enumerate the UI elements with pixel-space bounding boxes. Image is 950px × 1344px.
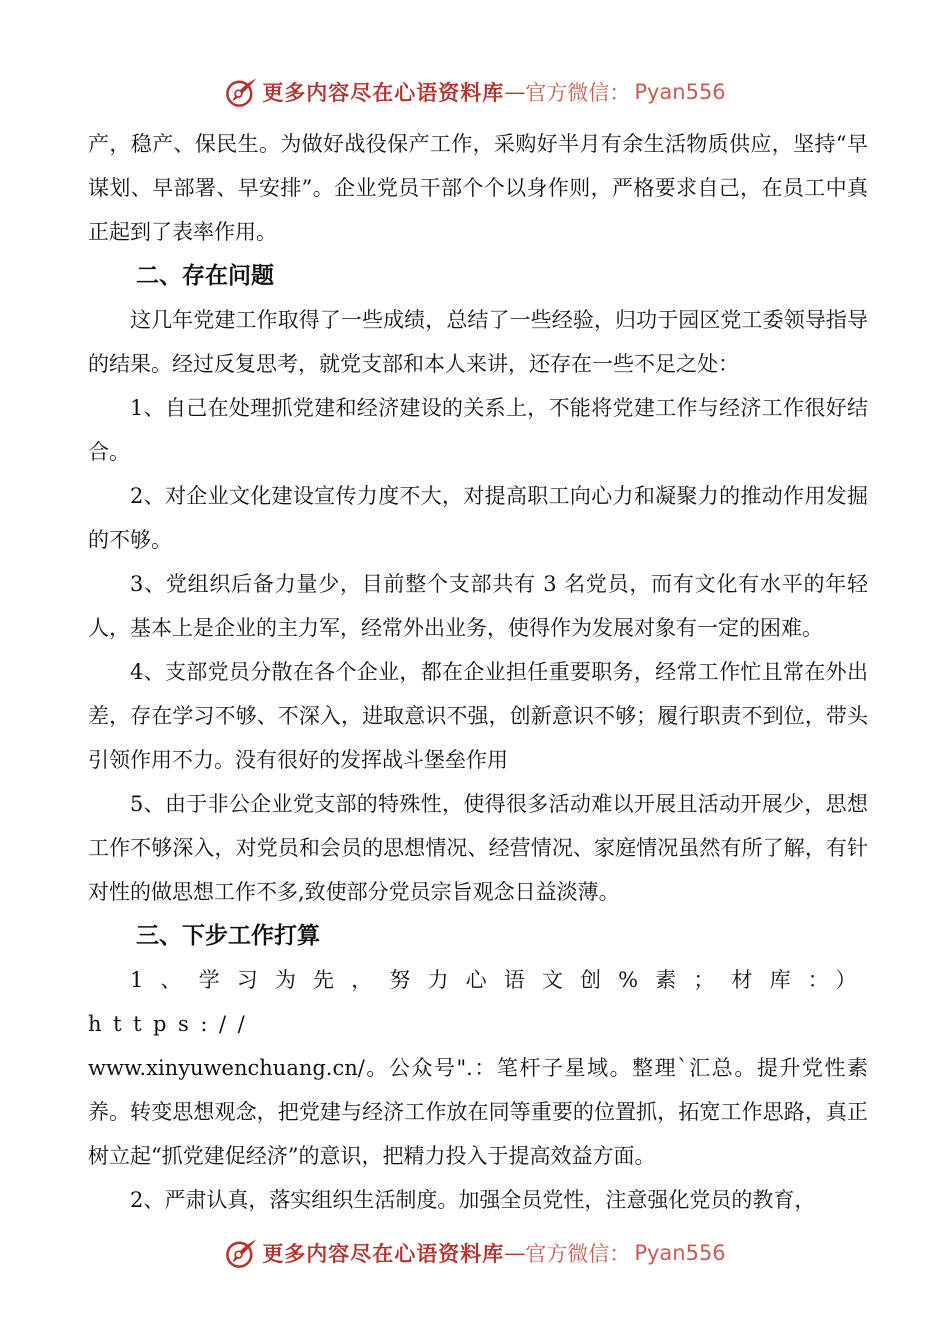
paragraph-item-4: 4、支部党员分散在各个企业，都在企业担任重要职务，经常工作忙且常在外出差，存在学习不够、不深入，进取意识不强，创新意识不够；履行职责不到位，带头引领作用不力。没有很好的发挥战斗堡垒作用: [88, 660, 868, 772]
banner-brand-text: 更多内容尽在心语资料库: [262, 1241, 505, 1266]
section-heading-problems: 二、存在问题: [136, 263, 274, 289]
footer-watermark-banner: [0, 1233, 950, 1273]
banner-wechat-id: Pyan556: [634, 1241, 726, 1265]
paragraph-item-1: 1、自己在处理抓党建和经济建设的关系上，不能将党建工作与经济工作很好结合。: [88, 396, 868, 464]
section-heading-next-steps: 三、下步工作打算: [136, 923, 320, 949]
banner-separator: —: [504, 80, 526, 104]
plan-1-rest: www.xinyuwenchuang.cn/。公众号".：笔杆子星域。整理`汇总。提升党性素养。转变思想观念，把党建与经济工作放在同等重要的位置抓，拓宽工作思路，真正树立起“抓党建促经济”的意识，把精力投入于提高效益方面。: [88, 1056, 868, 1168]
paragraph-intro: 这几年党建工作取得了一些成绩，总结了一些经验，归功于园区党工委领导指导的结果。经过反复思考，就党支部和本人来讲，还存在一些不足之处：: [88, 308, 868, 376]
paragraph-plan-1: [88, 958, 868, 1178]
paragraph-item-2: 2、对企业文化建设宣传力度不大，对提高职工向心力和凝聚力的推动作用发掘的不够。: [88, 484, 868, 552]
banner-wechat-label: 官方微信：: [525, 1242, 631, 1266]
quill-logo-icon: [224, 75, 258, 109]
header-watermark-banner: [0, 72, 950, 112]
banner-wechat-label: 官方微信：: [525, 81, 631, 105]
banner-separator: —: [504, 1241, 526, 1265]
quill-logo-icon: [224, 1236, 258, 1270]
banner-brand-text: 更多内容尽在心语资料库: [262, 80, 505, 105]
paragraph-continuation: 产，稳产、保民生。为做好战役保产工作，采购好半月有余生活物质供应，坚持“早谋划、早部署、早安排”。企业党员干部个个以身作则，严格要求自己，在员工中真正起到了表率作用。: [88, 132, 868, 244]
paragraph-plan-2: 2、严肃认真，落实组织生活制度。加强全员党性，注意强化党员的教育，: [130, 1188, 816, 1212]
plan-1-first-line: 1、学习为先，努力心语文创%素；材库：）https://: [88, 968, 868, 1036]
paragraph-item-5: 5、由于非公企业党支部的特殊性，使得很多活动难以开展且活动开展少，思想工作不够深入，对党员和会员的思想情况、经营情况、家庭情况虽然有所了解，有针对性的做思想工作不多,致使部分党员宗旨观念日益淡薄。: [88, 792, 868, 904]
document-body: [88, 122, 868, 1222]
paragraph-item-3: 3、党组织后备力量少，目前整个支部共有 3 名党员，而有文化有水平的年轻人，基本上是企业的主力军，经常外出业务，使得作为发展对象有一定的困难。: [88, 572, 868, 640]
banner-wechat-id: Pyan556: [634, 80, 726, 104]
